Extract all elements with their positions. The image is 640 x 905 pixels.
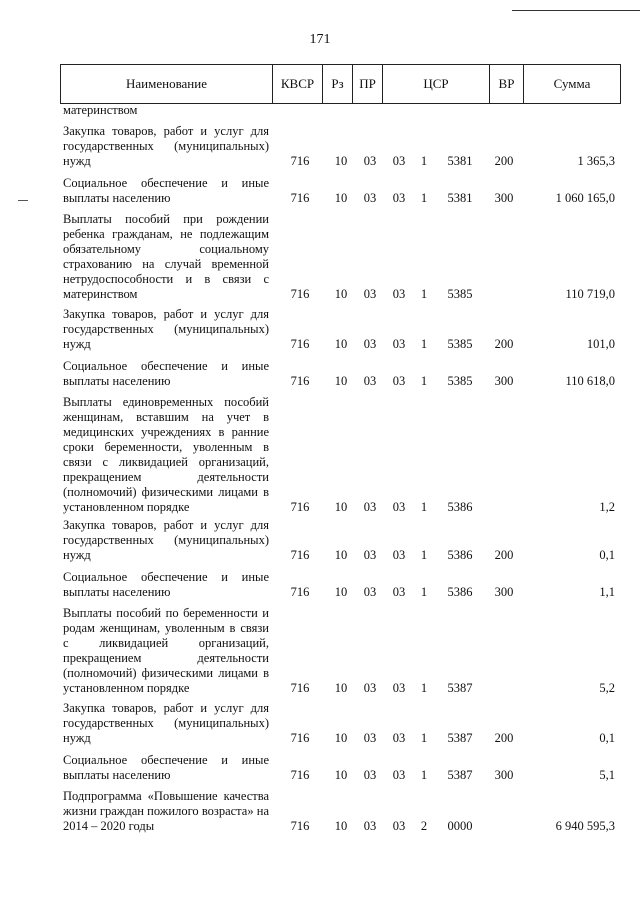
header-vr: ВР	[490, 64, 524, 104]
cell-sum: 1 365,3	[577, 154, 615, 168]
cell-rz: 10	[334, 154, 348, 168]
cell-vr: 300	[494, 585, 514, 599]
cell-sum: 101,0	[586, 337, 615, 351]
cell-rz: 10	[334, 768, 348, 782]
cell-csr-part1: 03	[392, 585, 406, 599]
cell-sum: 110 719,0	[565, 287, 615, 301]
cell-kvsr: 716	[290, 337, 310, 351]
cell-csr-part2: 1	[420, 548, 428, 562]
cell-csr-part3: 5385	[447, 374, 473, 388]
cell-csr-part2: 2	[420, 819, 428, 833]
cell-csr-part1: 03	[392, 731, 406, 745]
cell-pr: 03	[363, 768, 377, 782]
cell-pr: 03	[363, 585, 377, 599]
page-number: 171	[309, 32, 331, 47]
cell-vr: 200	[494, 548, 514, 562]
header-pr: ПР	[353, 64, 383, 104]
cell-sum: 1,2	[599, 500, 615, 514]
cell-csr-part1: 03	[392, 500, 406, 514]
row-name: Выплаты пособий по беременности и родам женщинам, уволенным в связи с ликвидацией организаций, прекращением деятельности (полномочий) физическими лицами в установленном порядке	[63, 606, 269, 695]
cell-csr-part1: 03	[392, 681, 406, 695]
table-header	[60, 64, 621, 104]
cell-csr-part1: 03	[392, 548, 406, 562]
cell-rz: 10	[334, 681, 348, 695]
cell-vr: 300	[494, 374, 514, 388]
header-kvsr: КВСР	[273, 64, 323, 104]
cell-csr-part2: 1	[420, 154, 428, 168]
cell-pr: 03	[363, 287, 377, 301]
row-name: Выплаты пособий при рождении ребенка гражданам, не подлежащим обязательному социальному страхованию на случай временной нетрудоспособности и в связи с материнством	[63, 212, 269, 301]
cell-csr-part3: 5387	[447, 731, 473, 745]
cell-rz: 10	[334, 731, 348, 745]
cell-csr-part3: 0000	[447, 819, 473, 833]
cell-vr: 300	[494, 191, 514, 205]
cell-pr: 03	[363, 337, 377, 351]
cell-csr-part2: 1	[420, 768, 428, 782]
cell-csr-part2: 1	[420, 681, 428, 695]
top-rule	[512, 10, 640, 11]
cell-pr: 03	[363, 548, 377, 562]
cell-sum: 0,1	[599, 548, 615, 562]
cell-csr-part3: 5386	[447, 548, 473, 562]
cell-sum: 1,1	[599, 585, 615, 599]
row-name: Закупка товаров, работ и услуг для государственных (муниципальных) нужд	[63, 307, 269, 351]
row-name: Выплаты единовременных пособий женщинам, вставшим на учет в медицинских учреждениях в ранние сроки беременности, уволенным в связи с ликвидацией организаций, прекращением деятельности (полномочий) физическими лицами в установленном порядке	[63, 395, 269, 514]
cell-sum: 1 060 165,0	[555, 191, 615, 205]
cell-csr-part3: 5385	[447, 287, 473, 301]
cell-csr-part2: 1	[420, 191, 428, 205]
cell-csr-part3: 5385	[447, 337, 473, 351]
cell-pr: 03	[363, 681, 377, 695]
row-name: материнством	[63, 103, 138, 117]
cell-vr: 300	[494, 768, 514, 782]
cell-csr-part2: 1	[420, 731, 428, 745]
cell-kvsr: 716	[290, 374, 310, 388]
cell-rz: 10	[334, 337, 348, 351]
cell-csr-part3: 5387	[447, 768, 473, 782]
row-name: Закупка товаров, работ и услуг для государственных (муниципальных) нужд	[63, 701, 269, 745]
cell-kvsr: 716	[290, 585, 310, 599]
row-name: Социальное обеспечение и иные выплаты населению	[63, 359, 269, 388]
cell-rz: 10	[334, 585, 348, 599]
cell-csr-part1: 03	[392, 337, 406, 351]
cell-pr: 03	[363, 819, 377, 833]
cell-sum: 110 618,0	[565, 374, 615, 388]
cell-rz: 10	[334, 548, 348, 562]
cell-rz: 10	[334, 287, 348, 301]
cell-csr-part3: 5381	[447, 191, 473, 205]
cell-sum: 5,2	[599, 681, 615, 695]
cell-csr-part3: 5386	[447, 500, 473, 514]
cell-kvsr: 716	[290, 768, 310, 782]
cell-kvsr: 716	[290, 500, 310, 514]
cell-rz: 10	[334, 374, 348, 388]
cell-kvsr: 716	[290, 548, 310, 562]
cell-csr-part3: 5381	[447, 154, 473, 168]
cell-pr: 03	[363, 500, 377, 514]
row-name: Закупка товаров, работ и услуг для государственных (муниципальных) нужд	[63, 124, 269, 168]
cell-rz: 10	[334, 500, 348, 514]
row-name: Социальное обеспечение и иные выплаты населению	[63, 176, 269, 205]
cell-sum: 5,1	[599, 768, 615, 782]
row-name: Социальное обеспечение и иные выплаты населению	[63, 570, 269, 599]
cell-sum: 6 940 595,3	[555, 819, 615, 833]
cell-csr-part1: 03	[392, 819, 406, 833]
cell-csr-part2: 1	[420, 500, 428, 514]
cell-csr-part2: 1	[420, 374, 428, 388]
cell-rz: 10	[334, 191, 348, 205]
cell-kvsr: 716	[290, 287, 310, 301]
cell-csr-part1: 03	[392, 374, 406, 388]
cell-sum: 0,1	[599, 731, 615, 745]
cell-vr: 200	[494, 337, 514, 351]
margin-mark	[18, 200, 28, 201]
cell-csr-part3: 5387	[447, 681, 473, 695]
header-rz: Рз	[323, 64, 353, 104]
cell-csr-part1: 03	[392, 287, 406, 301]
cell-csr-part1: 03	[392, 768, 406, 782]
cell-csr-part2: 1	[420, 287, 428, 301]
header-csr: ЦСР	[383, 64, 490, 104]
row-name: Закупка товаров, работ и услуг для государственных (муниципальных) нужд	[63, 518, 269, 562]
cell-vr: 200	[494, 731, 514, 745]
cell-pr: 03	[363, 154, 377, 168]
row-name: Подпрограмма «Повышение качества жизни граждан пожилого возраста» на 2014 – 2020 годы	[63, 789, 269, 833]
cell-kvsr: 716	[290, 681, 310, 695]
header-sum: Сумма	[524, 64, 621, 104]
cell-rz: 10	[334, 819, 348, 833]
cell-csr-part1: 03	[392, 154, 406, 168]
cell-vr: 200	[494, 154, 514, 168]
cell-csr-part1: 03	[392, 191, 406, 205]
cell-pr: 03	[363, 731, 377, 745]
cell-kvsr: 716	[290, 819, 310, 833]
cell-kvsr: 716	[290, 154, 310, 168]
cell-pr: 03	[363, 374, 377, 388]
cell-pr: 03	[363, 191, 377, 205]
row-name: Социальное обеспечение и иные выплаты населению	[63, 753, 269, 782]
cell-kvsr: 716	[290, 191, 310, 205]
cell-kvsr: 716	[290, 731, 310, 745]
cell-csr-part2: 1	[420, 337, 428, 351]
cell-csr-part3: 5386	[447, 585, 473, 599]
cell-csr-part2: 1	[420, 585, 428, 599]
header-name: Наименование	[60, 64, 273, 104]
